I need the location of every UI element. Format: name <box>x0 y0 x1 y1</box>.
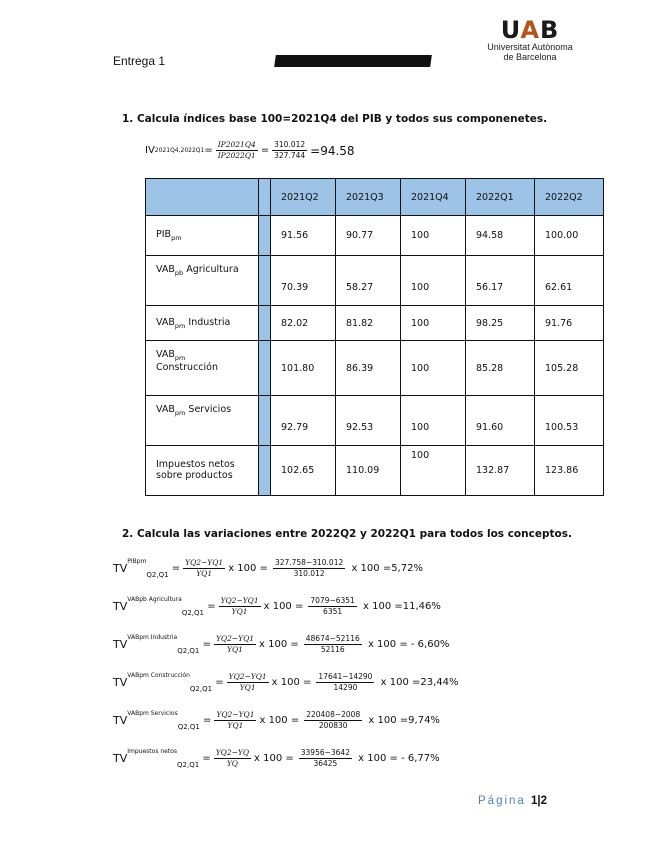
cell-value: 100 <box>401 341 466 396</box>
cell-value: 100 <box>401 256 466 306</box>
cell-value: 132.87 <box>466 446 535 496</box>
table-row <box>146 341 604 396</box>
cell-value: 82.02 <box>271 306 336 341</box>
tv-formula: TV $^{VABpm Construcción}$ Q2,Q1 = $\frac{YQ2-YQ1}{YQ1}$ x 100 = $\frac{17641-14290}{14290}$ x 100 =23,44% <box>113 672 459 693</box>
cell-value: 102.65 <box>271 446 336 496</box>
cell-value: 90.77 <box>336 216 401 256</box>
tv-formula: TV $^{PIBpm}$ Q2,Q1 = $\frac{YQ2-YQ1}{YQ1}$ x 100 = $\frac{327.758-310.012}{310.012}$ x 100 =5,72% <box>113 558 423 579</box>
cell-value: 56.17 <box>466 256 535 306</box>
tv-formula: TV $^{VABpm Servicios}$ Q2,Q1 = $\frac{YQ2-YQ1}{YQ1}$ x 100 = $\frac{220408-2008}{200830}$ x 100 =9,74% <box>113 710 440 731</box>
redacted-header-title <box>274 55 432 67</box>
header-left-text: Entrega 1 <box>113 54 166 68</box>
tv-formula: TV $^{VABpb Agricultura}$ Q2,Q1 = $\frac{YQ2-YQ1}{YQ1}$ x 100 = $\frac{7079-6351}{6351}$ x 100 =11,46% <box>113 596 441 617</box>
column-header: 2022Q2 <box>535 179 604 216</box>
index-table <box>145 178 604 496</box>
table-row <box>146 216 604 256</box>
question-2-heading: 2. Calcula las variaciones entre 2022Q2 y 2022Q1 para todos los conceptos. <box>122 528 572 540</box>
cell-value: 94.58 <box>466 216 535 256</box>
tv-formula: TV $^{VABpm Industria}$ Q2,Q1 = $\frac{YQ2-YQ1}{YQ1}$ x 100 = $\frac{48674-52116}{52116}$ x 100 = - 6,60% <box>113 634 450 655</box>
cell-value: 100 <box>401 306 466 341</box>
cell-value: 91.76 <box>535 306 604 341</box>
uab-logo: UAB Universitat Autònoma de Barcelona <box>487 16 573 62</box>
column-header: 2021Q3 <box>336 179 401 216</box>
cell-value: 100.00 <box>535 216 604 256</box>
table-row <box>146 446 604 496</box>
question-1-heading: 1. Calcula índices base 100=2021Q4 del PIB y todos sus componenetes. <box>122 113 548 125</box>
cell-value: 100 <box>401 446 466 496</box>
page-number: Página 1|2 <box>478 795 548 807</box>
cell-value: 101.80 <box>271 341 336 396</box>
row-label: $VAB_{pm}$ Construcción <box>146 341 259 396</box>
row-label: $PIB_{pm}$ <box>146 216 259 256</box>
cell-value: 123.86 <box>535 446 604 496</box>
cell-value: 92.79 <box>271 396 336 446</box>
cell-value: 91.56 <box>271 216 336 256</box>
row-label: Impuestos netos sobre productos <box>146 446 259 496</box>
column-header: 2021Q2 <box>271 179 336 216</box>
table-row <box>146 256 604 306</box>
cell-value: 100.53 <box>535 396 604 446</box>
cell-value: 100 <box>401 396 466 446</box>
row-label: $VAB_{pm}$ Servicios <box>146 396 259 446</box>
table-row <box>146 396 604 446</box>
cell-value: 70.39 <box>271 256 336 306</box>
iv-formula: IV 2021Q4,2022Q1 = $\frac{IP2021Q4}{IP2022Q1}$ = $\frac{310.012}{327.744}$ =94.58 <box>145 140 355 160</box>
cell-value: 85.28 <box>466 341 535 396</box>
cell-value: 92.53 <box>336 396 401 446</box>
row-label: $VAB_{pb}$ Agricultura <box>146 256 259 306</box>
tv-formula: TV $^{Impuestos netos}$ Q2,Q1 = $\frac{YQ2-YQ}{YQ}$ x 100 = $\frac{33956-3642}{36425}$ x 100 = - 6,77% <box>113 748 440 769</box>
table-row <box>146 306 604 341</box>
cell-value: 86.39 <box>336 341 401 396</box>
cell-value: 81.82 <box>336 306 401 341</box>
cell-value: 100 <box>401 216 466 256</box>
cell-value: 110.09 <box>336 446 401 496</box>
column-header: 2022Q1 <box>466 179 535 216</box>
cell-value: 105.28 <box>535 341 604 396</box>
cell-value: 62.61 <box>535 256 604 306</box>
row-label: $VAB_{pm}$ Industria <box>146 306 259 341</box>
cell-value: 58.27 <box>336 256 401 306</box>
cell-value: 91.60 <box>466 396 535 446</box>
column-header: 2021Q4 <box>401 179 466 216</box>
cell-value: 98.25 <box>466 306 535 341</box>
